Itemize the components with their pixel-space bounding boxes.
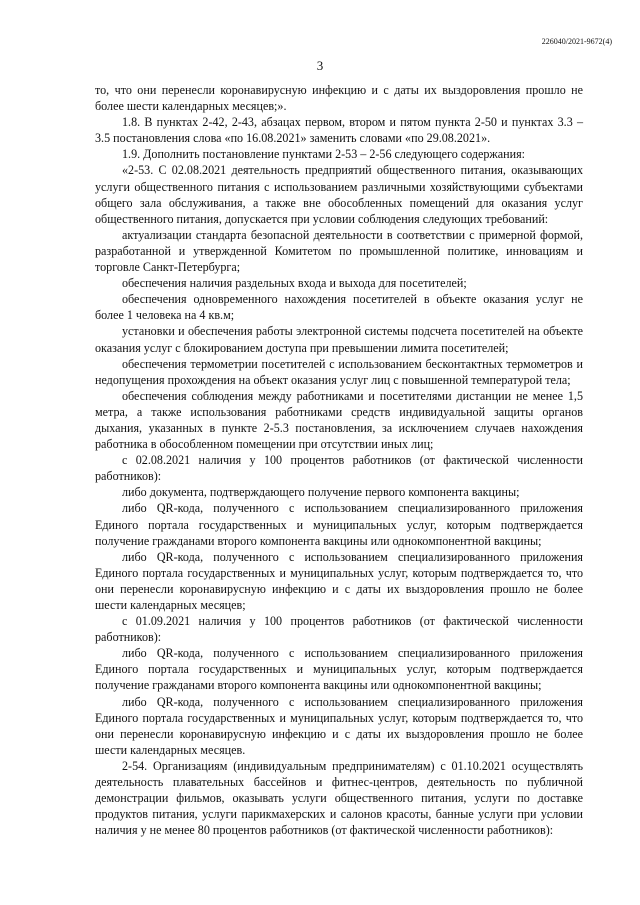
paragraph: с 02.08.2021 наличия у 100 процентов работников (от фактической численности работников): bbox=[95, 453, 583, 484]
paragraph: обеспечения одновременного нахождения посетителей в объекте оказания услуг не более 1 человека на 4 кв.м; bbox=[95, 292, 583, 323]
paragraph: либо QR-кода, полученного с использованием специализированного приложения Единого портала государственных и муниципальных услуг, которым подтверждается то, что они перенесли коронавирусную инфекцию и с даты их выздоровления прошло не более шести календарных месяцев. bbox=[95, 694, 583, 757]
paragraph: обеспечения соблюдения между работниками и посетителями дистанции не менее 1,5 метра, а также использования работниками средств индивидуальной защиты органов дыхания, указанных в пункте 2-5.3 постановления, за исключением случаев нахождения работника в обособленном помещении при отсутствии иных лиц; bbox=[95, 388, 583, 452]
document-number: 226040/2021-9672(4) bbox=[541, 37, 612, 46]
document-body bbox=[95, 82, 583, 838]
paragraph: 1.9. Дополнить постановление пунктами 2-53 – 2-56 следующего содержания: bbox=[122, 147, 526, 162]
paragraph: то, что они перенесли коронавирусную инфекцию и с даты их выздоровления прошло не более шести календарных месяцев;». bbox=[95, 83, 583, 114]
paragraph: установки и обеспечения работы электронной системы подсчета посетителей на объекте оказания услуг с блокированием доступа при превышении лимита посетителей; bbox=[95, 324, 583, 355]
paragraph: обеспечения наличия раздельных входа и выхода для посетителей; bbox=[122, 276, 467, 291]
paragraph: актуализации стандарта безопасной деятельности в соответствии с примерной формой, разработанной и утвержденной Комитетом по промышленной политике, инновациям и торговле Санкт-Петербурга; bbox=[95, 227, 583, 275]
paragraph: 2-54. Организациям (индивидуальным предпринимателям) с 01.10.2021 осуществлять деятельность плавательных бассейнов и фитнес-центров, деятельность по публичной демонстрации фильмов, оказывать услуги общественного питания, услуги по доставке продуктов питания, услуги парикмахерских и салонов красоты, банные услуги при условии наличия у не менее 80 процентов работников (от фактической численности работников): bbox=[95, 758, 583, 838]
paragraph: с 01.09.2021 наличия у 100 процентов работников (от фактической численности работников): bbox=[95, 614, 583, 645]
paragraph: либо документа, подтверждающего получение первого компонента вакцины; bbox=[122, 485, 520, 500]
paragraph: либо QR-кода, полученного с использованием специализированного приложения Единого портала государственных и муниципальных услуг, которым подтверждается получение гражданами второго компонента вакцины или однокомпонентной вакцины; bbox=[95, 501, 583, 548]
page-number: 3 bbox=[316, 58, 324, 73]
paragraph: 1.8. В пунктах 2-42, 2-43, абзацах первом, втором и пятом пункта 2-50 и пунктах 3.3 – 3.5 постановления слова «по 16.08.2021» заменить словами «по 29.08.2021». bbox=[95, 115, 583, 146]
paragraph: либо QR-кода, полученного с использованием специализированного приложения Единого портала государственных и муниципальных услуг, которым подтверждается то, что они перенесли коронавирусную инфекцию и с даты их выздоровления прошло не более шести календарных месяцев; bbox=[95, 549, 583, 612]
paragraph: либо QR-кода, полученного с использованием специализированного приложения Единого портала государственных и муниципальных услуг, которым подтверждается получение гражданами второго компонента вакцины или однокомпонентной вакцины; bbox=[95, 646, 583, 693]
paragraph: обеспечения термометрии посетителей с использованием бесконтактных термометров и недопущения прохождения на объект оказания услуг лиц с повышенной температурой тела; bbox=[95, 356, 583, 387]
paragraph: «2-53. С 02.08.2021 деятельность предприятий общественного питания, оказывающих услуги общественного питания с использованием различными хозяйствующими субъектами общего зала обслуживания, а также вне обособленных помещений для оказания услуг общественного питания, допускается при условии соблюдения следующих требований: bbox=[95, 163, 583, 226]
